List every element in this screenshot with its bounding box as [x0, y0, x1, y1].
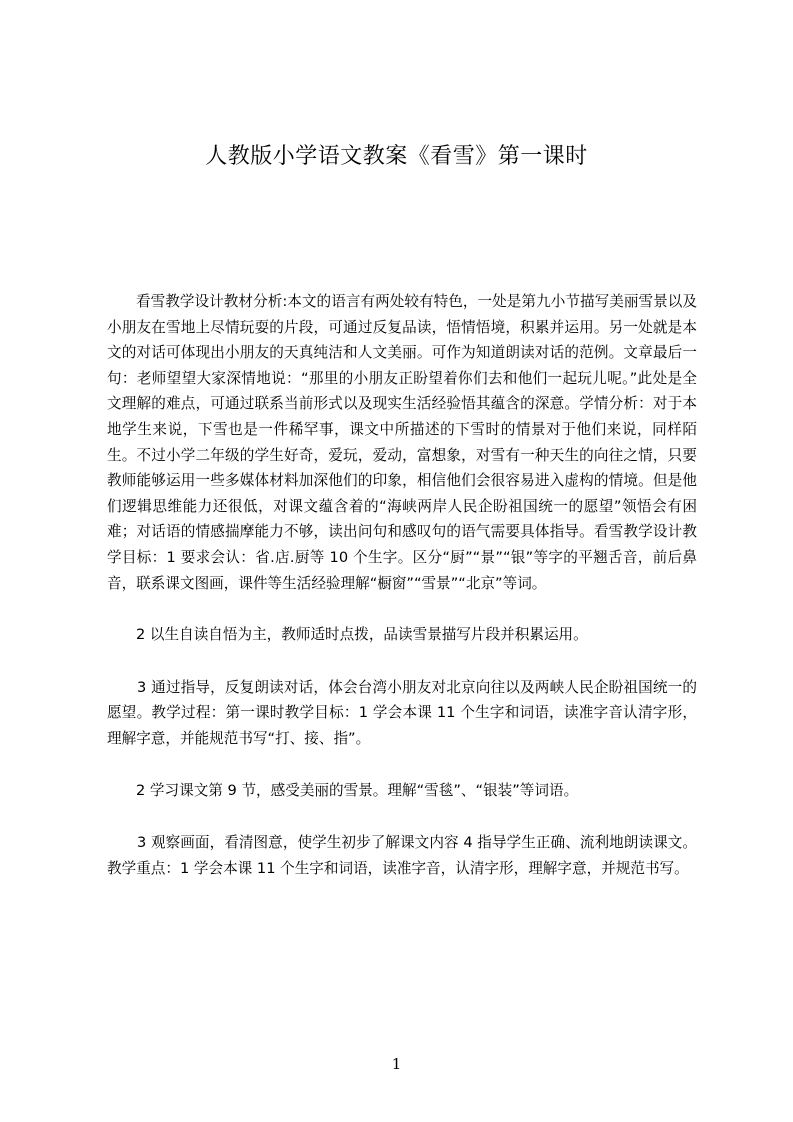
paragraph: 2 以生自读自悟为主，教师适时点拨，品读雪景描写片段并积累运用。 [136, 626, 588, 644]
paragraph: 看雪教学设计教材分析:本文的语言有两处较有特色，一处是第九小节描写美丽雪景以及小朋友在雪地上尽情玩耍的片段，可通过反复品读，悟情悟境，积累并运用。另一处就是本文的对话可体现出小朋友的天真纯洁和人文美丽。可作为知道朗读对话的范例。文章最后一句：老师望望大家深情地说：“那里的小朋友正盼望着你们去和他们一起玩儿呢。”此处是全文理解的难点，可通过联系当前形式以及现实生活经验悟其蕴含的深意。学情分析：对于本地学生来说，下雪也是一件稀罕事，课文中所描述的下雪时的情景对于他们来说，同样陌生。不过小学二年级的学生好奇，爱玩，爱动，富想象，对雪有一种天生的向往之情，只要教师能够运用一些多媒体材料加深他们的印象，相信他们会很容易进入虚构的情境。但是他们逻辑思维能力还很低，对课文蕴含着的“海峡两岸人民企盼祖国统一的愿望”领悟会有困难；对话语的情感揣摩能力不够，读出问句和感叹句的语气需要具体指导。看雪教学设计教学目标：1 要求会认：省.店.厨等 10 个生字。区分“厨”“景”“银”等字的平翘舌音，前后鼻音，联系课文图画，课件等生活经验理解“橱窗”“雪景”“北京”等词。 [107, 293, 697, 592]
paragraph: 3 观察画面，看清图意，使学生初步了解课文内容 4 指导学生正确、流利地朗读课文。教学重点：1 学会本课 11 个生字和词语，读准字音，认清字形，理解字意，并规范书写。 [107, 834, 697, 877]
page-number: 1 [391, 1055, 402, 1073]
paragraph: 3 通过指导，反复朗读对话，体会台湾小朋友对北京向往以及两峡人民企盼祖国统一的愿望。教学过程：第一课时教学目标：1 学会本课 11 个生字和词语，读准字音认清字形，理解字意，并能规范书写“打、接、指”。 [107, 678, 697, 747]
paragraph: 2 学习课文第 9 节，感受美丽的雪景。理解“雪毯”、“银装”等词语。 [136, 781, 579, 799]
document-body [107, 289, 697, 881]
document-title: 人教版小学语文教案《看雪》第一课时 [205, 144, 588, 169]
